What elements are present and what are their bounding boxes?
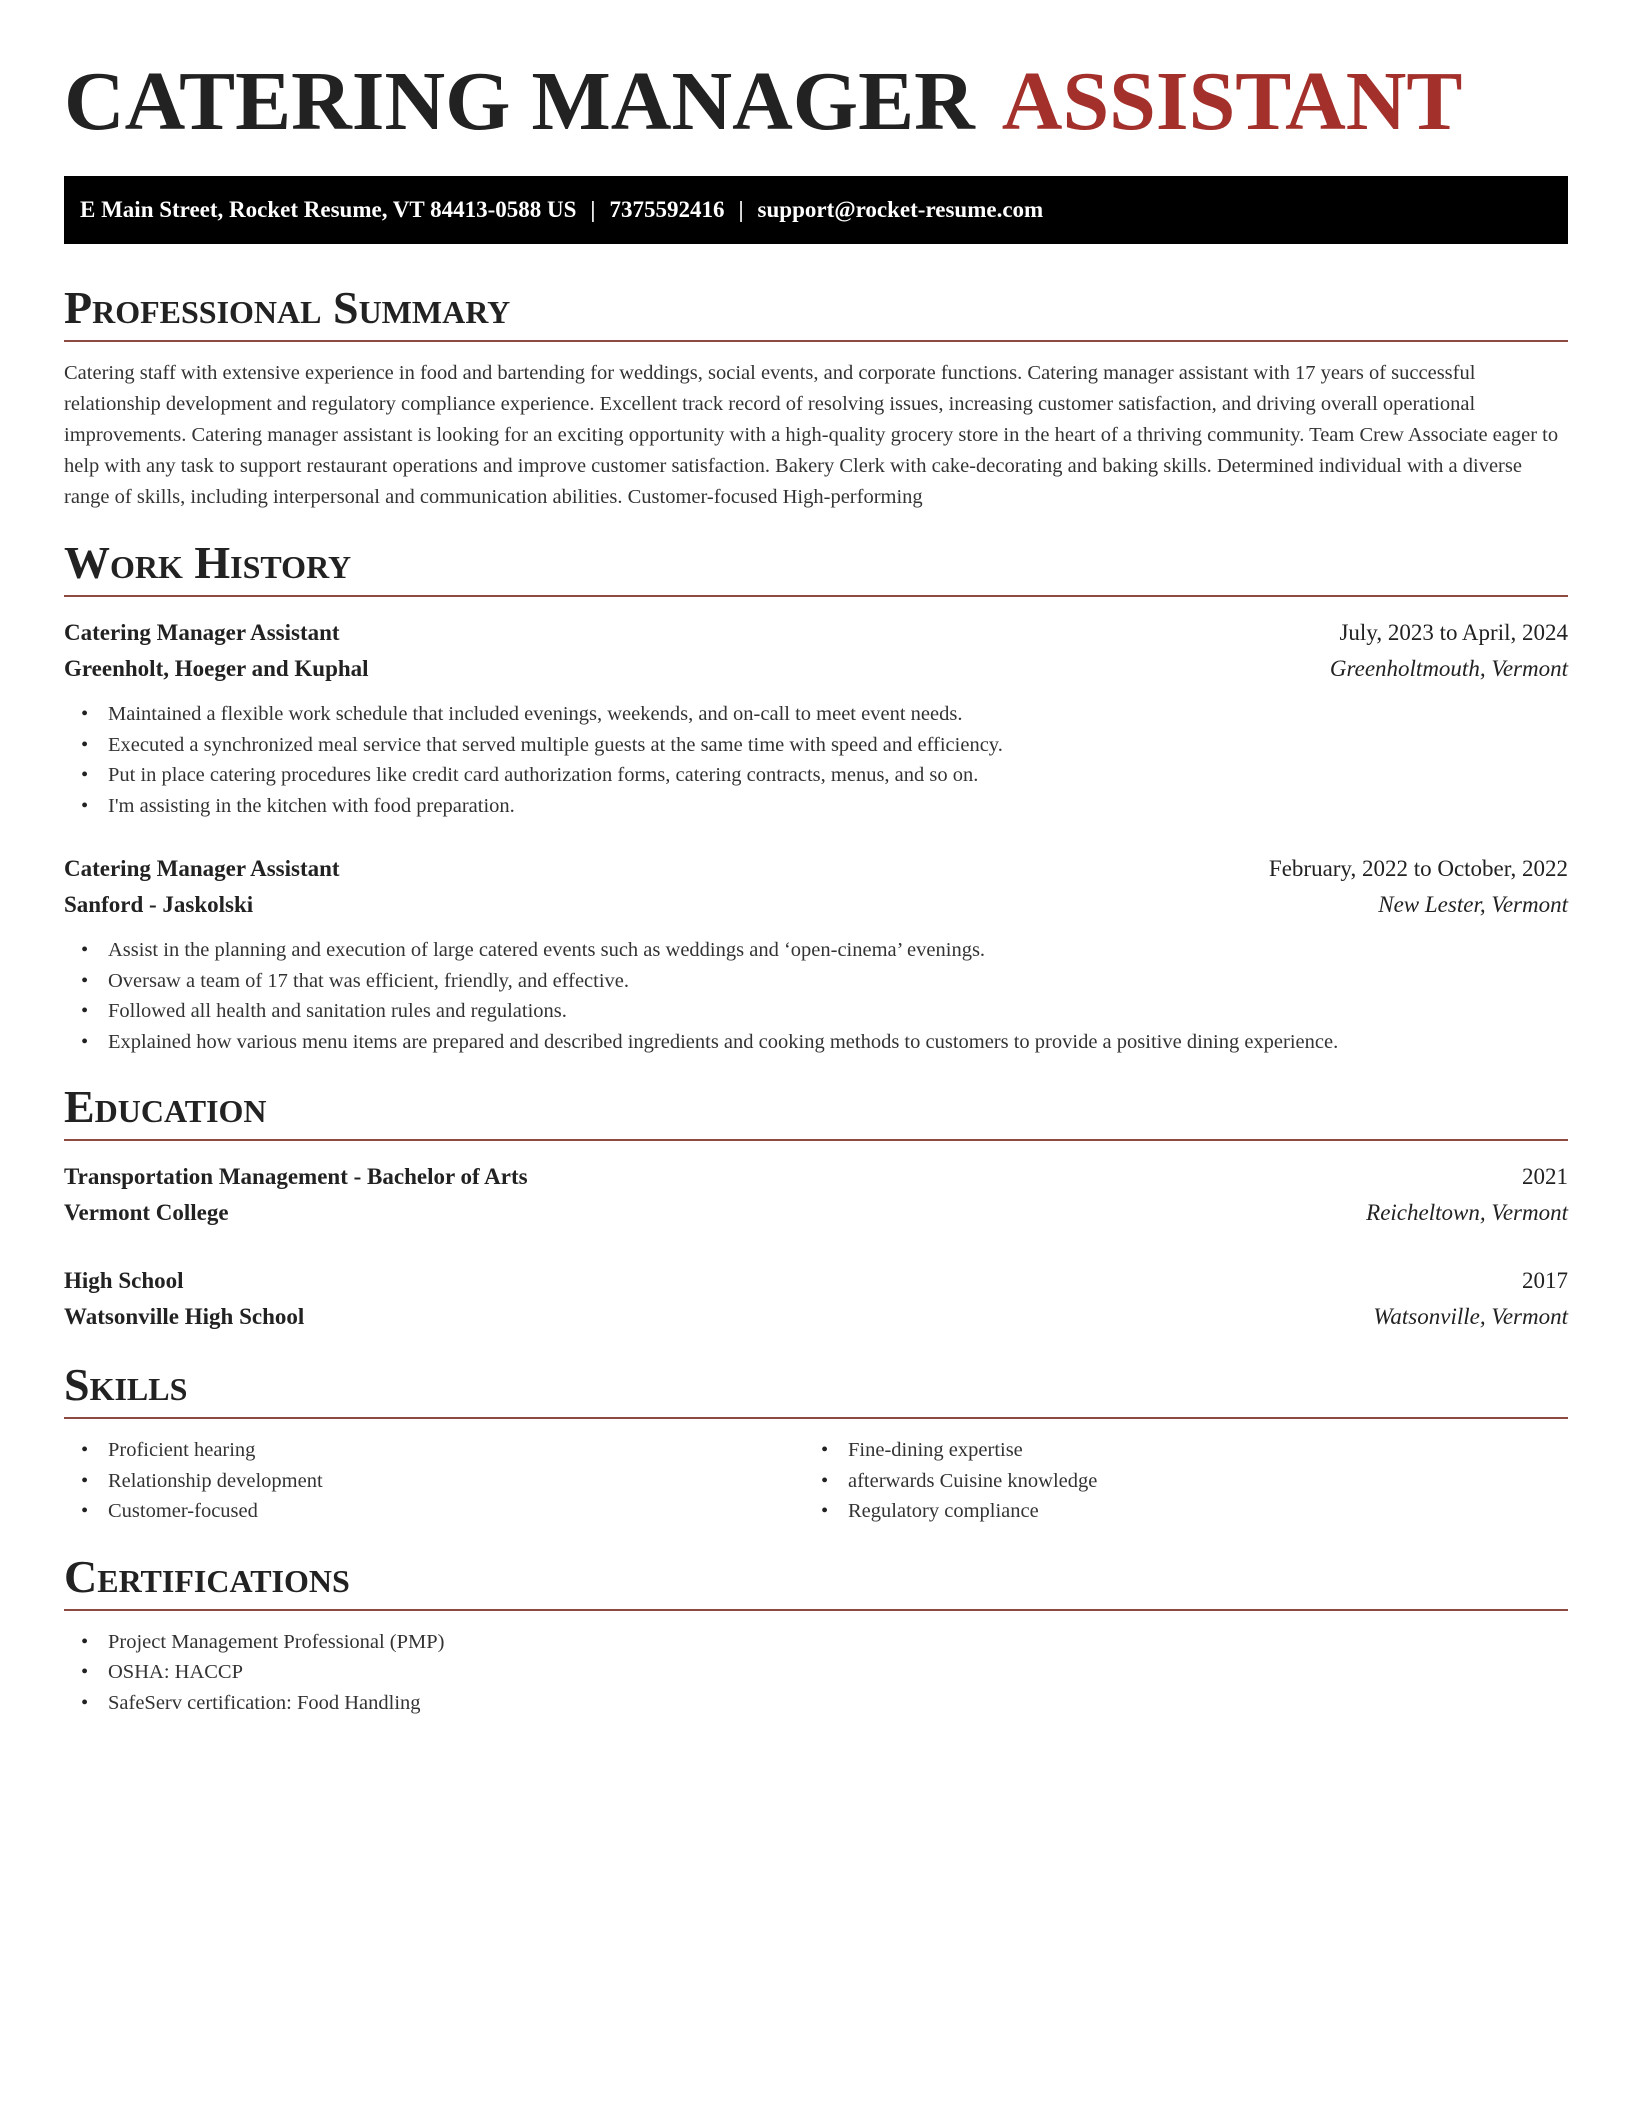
education-school-row — [64, 1195, 1568, 1231]
skill-item: • Fine-dining expertise — [804, 1435, 1544, 1466]
list-item: • Explained how various menu items are prepared and described ingredients and cooking methods to customers to provide a positive dining experience. — [64, 1027, 1568, 1058]
skill-item: • Proficient hearing — [64, 1435, 804, 1466]
list-item: • I'm assisting in the kitchen with food preparation. — [64, 791, 1568, 822]
list-item: • Oversaw a team of 17 that was efficient, friendly, and effective. — [64, 966, 1568, 997]
job-company: Greenholt, Hoeger and Kuphal — [64, 656, 369, 681]
job-dates: February, 2022 to October, 2022 — [1268, 856, 1568, 881]
skill-item: • Relationship development — [64, 1466, 804, 1497]
education-school: Vermont College — [64, 1200, 229, 1225]
education-school: Watsonville High School — [64, 1304, 305, 1329]
education-entry — [64, 1159, 1568, 1231]
contact-phone: 7375592416 — [609, 197, 725, 222]
skills-heading: Skills — [64, 1359, 188, 1410]
skills-left-column — [64, 1435, 804, 1527]
education-location: Watsonville, Vermont — [1373, 1304, 1568, 1329]
list-item: • Put in place catering procedures like credit card authorization forms, catering contracts, menus, and so on. — [64, 760, 1568, 791]
education-degree: High School — [64, 1268, 184, 1293]
job-title: Catering Manager Assistant — [64, 620, 340, 645]
work-history-rule — [64, 595, 1568, 597]
work-history-heading: Work History — [64, 537, 352, 588]
certification-item: • SafeServ certification: Food Handling — [64, 1688, 1568, 1719]
certifications-list — [64, 1627, 1568, 1719]
job-entry — [64, 615, 1568, 821]
title-job-role: ASSISTANT — [1001, 55, 1463, 148]
education-rule — [64, 1139, 1568, 1141]
contact-bar — [64, 176, 1568, 244]
education-heading: Education — [64, 1081, 267, 1132]
title-job-name: CATERING MANAGER — [64, 55, 975, 148]
certifications-rule — [64, 1609, 1568, 1611]
job-title: Catering Manager Assistant — [64, 856, 340, 881]
skill-item: • Regulatory compliance — [804, 1496, 1544, 1527]
job-bullets — [64, 935, 1568, 1057]
contact-separator: | — [738, 197, 744, 222]
resume-page — [64, 0, 1568, 1718]
skills-right-column — [804, 1435, 1544, 1527]
education-entry — [64, 1263, 1568, 1335]
certification-item: • OSHA: HACCP — [64, 1657, 1568, 1688]
skill-item: • Customer-focused — [64, 1496, 804, 1527]
certifications-heading: Certifications — [64, 1550, 350, 1602]
resume-title — [64, 56, 1568, 148]
contact-email: support@rocket-resume.com — [757, 197, 1044, 222]
job-company: Sanford - Jaskolski — [64, 892, 254, 917]
job-dates: July, 2023 to April, 2024 — [1339, 620, 1568, 645]
education-year: 2017 — [1522, 1268, 1568, 1293]
job-company-row — [64, 651, 1568, 687]
list-item: • Followed all health and sanitation rules and regulations. — [64, 996, 1568, 1027]
contact-address: E Main Street, Rocket Resume, VT 84413-0588 US — [80, 197, 577, 222]
summary-rule — [64, 340, 1568, 342]
contact-separator: | — [590, 197, 596, 222]
skill-item: • afterwards Cuisine knowledge — [804, 1466, 1544, 1497]
list-item: • Executed a synchronized meal service that served multiple guests at the same time with speed and efficiency. — [64, 730, 1568, 761]
job-header-row — [64, 615, 1568, 651]
job-location: Greenholtmouth, Vermont — [1329, 656, 1568, 681]
certification-item: • Project Management Professional (PMP) — [64, 1627, 1568, 1658]
summary-heading: Professional Summary — [64, 282, 511, 333]
skills-rule — [64, 1417, 1568, 1419]
job-company-row — [64, 887, 1568, 923]
education-degree: Transportation Management - Bachelor of Arts — [64, 1164, 528, 1189]
job-entry — [64, 851, 1568, 1057]
summary-text: Catering staff with extensive experience in food and bartending for weddings, social events, and corporate functions. Catering manager assistant with 17 years of successful relationship development and regulatory compliance experience. Excellent track record of resolving issues, increasing customer satisfaction, and driving overall operational improvements. Catering manager assistant is looking for an exciting opportunity with a high-quality grocery store in the heart of a thriving community. Team Crew Associate eager to help with any task to support restaurant operations and improve customer satisfaction. Bakery Clerk with cake-decorating and baking skills. Determined individual with a diverse range of skills, including interpersonal and communication abilities. Customer-focused High-performing — [64, 362, 1559, 508]
job-location: New Lester, Vermont — [1378, 892, 1568, 917]
education-degree-row — [64, 1263, 1568, 1299]
job-header-row — [64, 851, 1568, 887]
job-bullets — [64, 699, 1568, 821]
list-item: • Assist in the planning and execution of large catered events such as weddings and ‘open-cinema’ evenings. — [64, 935, 1568, 966]
education-school-row — [64, 1299, 1568, 1335]
education-degree-row — [64, 1159, 1568, 1195]
skills-grid — [64, 1435, 1568, 1527]
list-item: • Maintained a flexible work schedule that included evenings, weekends, and on-call to meet event needs. — [64, 699, 1568, 730]
education-location: Reicheltown, Vermont — [1366, 1200, 1568, 1225]
education-year: 2021 — [1522, 1164, 1568, 1189]
